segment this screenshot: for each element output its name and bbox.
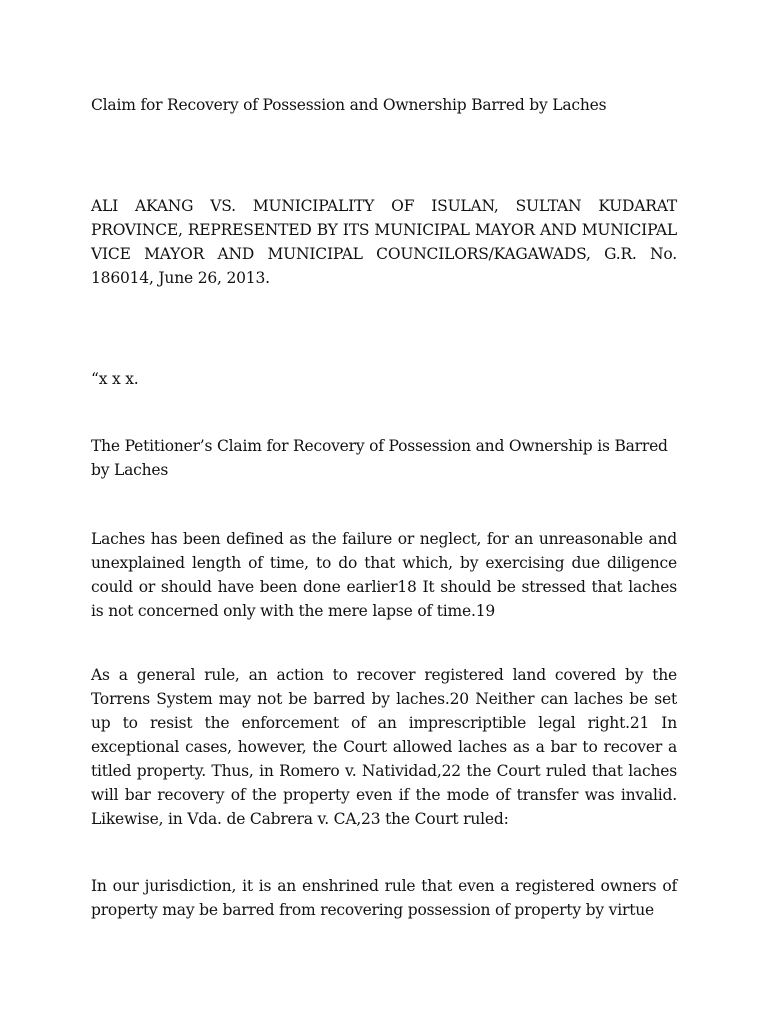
paragraph-laches-definition: Laches has been defined as the failure or neglect, for an unreasonable and unexplained length of time, to do that which, by exercising due diligence could or should have been done earlier18 It should be stressed that laches is not concerned only with the mere lapse of time.19 xyxy=(91,530,677,620)
section-heading: The Petitioner’s Claim for Recovery of Possession and Ownership is Barred by Laches xyxy=(91,437,668,479)
paragraph-general-rule: As a general rule, an action to recover registered land covered by the Torrens System may not be barred by laches.20 Neither can laches be set up to resist the enforcement of an imprescriptible legal right.21 In exceptional cases, however, the Court allowed laches as a bar to recover a titled property. Thus, in Romero v. Natividad,22 the Court ruled that laches will bar recovery of the property even if the mode of transfer was invalid. Likewise, in Vda. de Cabrera v. CA,23 the Court ruled: xyxy=(91,666,677,828)
quote-opening: “x x x. xyxy=(91,370,139,388)
paragraph-jurisdiction: In our jurisdiction, it is an enshrined rule that even a registered owners of property may be barred from recovering possession of property by virtue xyxy=(91,877,677,919)
case-citation: ALI AKANG VS. MUNICIPALITY OF ISULAN, SULTAN KUDARAT PROVINCE, REPRESENTED BY ITS MUNICIPAL MAYOR AND MUNICIPAL VICE MAYOR AND MUNICIPAL COUNCILORS/KAGAWADS, G.R. No. 186014, June 26, 2013. xyxy=(91,197,677,287)
document-title: Claim for Recovery of Possession and Ownership Barred by Laches xyxy=(91,96,607,114)
